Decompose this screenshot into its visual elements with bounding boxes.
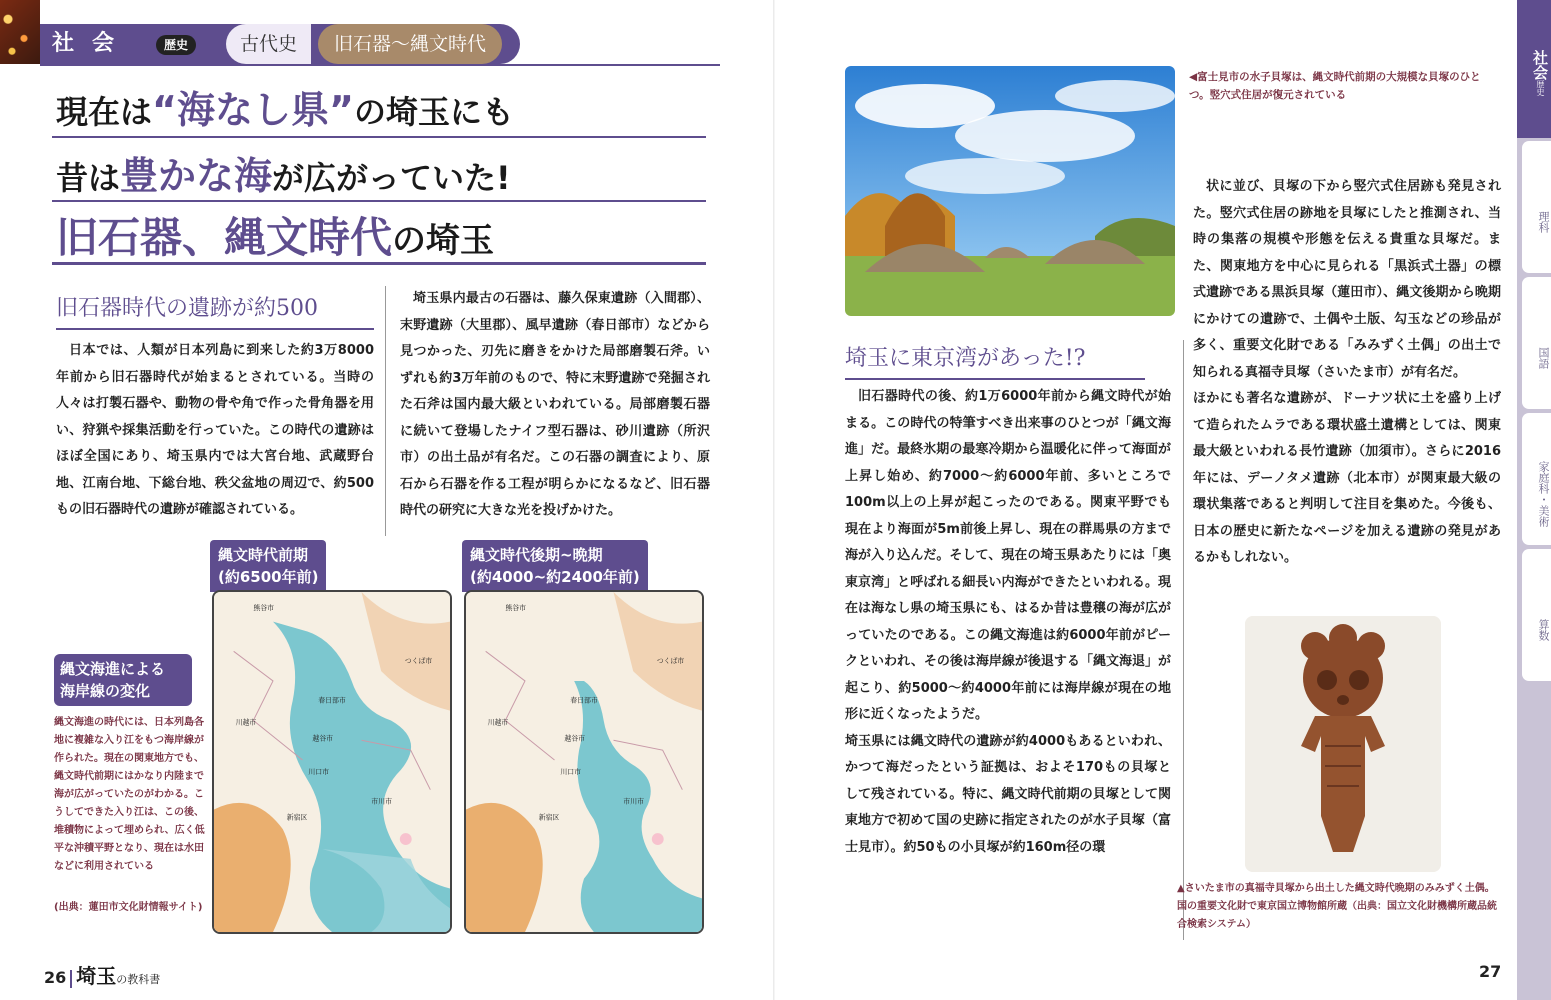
body-paragraph-other-sites: ほかにも著名な遺跡が、ドーナツ状に土を盛り上げて造られたムラである環状盛土遺構としては、関東最大級といわれる長竹遺跡（加須市）。さらに2016年には、デーノタメ遺跡（北本市）が関東最大級の環状集落であると判明して注目を集めた。今後も、日本の歴史に新たなページを加える遺跡の発見があるかもしれない。 [1193, 391, 1501, 565]
header-rule [40, 64, 720, 66]
title-rule-3 [52, 262, 706, 265]
title-line-1-post: の埼玉にも [353, 93, 514, 131]
photo-dogu-svg [1245, 616, 1441, 872]
title-line-2-highlight: 豊かな海 [120, 154, 273, 198]
map1-place-ichikawa: 市川市 [371, 798, 392, 806]
thumb-tab-science[interactable]: 理科 [1521, 140, 1551, 274]
history-tag: 歴史 [156, 35, 196, 55]
map1-place-kumagaya: 熊谷市 [253, 604, 274, 612]
title-line-3 [56, 212, 494, 267]
map-label-late-jomon-line-1: 縄文時代後期~晩期 [470, 546, 603, 564]
map-label-late-jomon-line-2: (約4000~約2400年前) [470, 568, 640, 586]
map-late-jomon-coastline [464, 590, 704, 934]
map2-place-koshigaya: 越谷市 [564, 735, 585, 743]
body-paragraph-famous-sites [1193, 174, 1501, 572]
photo-caption-dogu: ▲さいたま市の真福寺貝塚から出土した縄文時代晩期のみみずく土偶。国の重要文化財で東京国立博物館所蔵（出典：国立文化財機構所蔵品統合検索システム） [1177, 883, 1497, 930]
book-title [76, 964, 160, 988]
title-line-3-highlight: 旧石器、縄文時代 [56, 213, 393, 262]
title-line-2 [56, 150, 511, 204]
sidebar-title-line-1: 縄文海進による [60, 660, 166, 678]
thumb-tab-social-studies[interactable] [1517, 0, 1551, 138]
title-line-1-highlight: “海なし県” [152, 88, 354, 132]
body-paragraph-shell-mounds: 埼玉県には縄文時代の遺跡が約4000もあるといわれ、かつて海だったという証拠は、およそ170もの貝塚として残されている。特に、縄文時代前期の貝塚として関東地方で初めて国の史跡に指定されたのが水子貝塚（富士見市）。約50もの小貝塚が約160m径の環 [845, 733, 1171, 855]
sidebar-text: 縄文海進の時代には、日本列島各地に複雑な入り江をもつ海岸線が作られた。現在の関東地方でも、縄文時代前期にはかなり内陸まで海が広がっていたのがわかる。こうしてできた入り江は、この後、堆積物によって埋められ、広く低平な沖積平野となり、現在は水田などに利用されている [54, 717, 205, 872]
map-early-jomon-svg [214, 592, 450, 932]
map1-place-kawaguchi: 川口市 [308, 768, 330, 776]
footer-left [44, 960, 160, 989]
page-number-right: 27 [1479, 962, 1502, 981]
map-label-late-jomon [462, 540, 648, 592]
map-label-early-jomon-line-1: 縄文時代前期 [218, 546, 309, 564]
body-paragraph-jomon-transgression-1: 旧石器時代の後、約1万6000年前から縄文時代が始まる。この時代の特筆すべき出来事のひとつが「縄文海進」だ。最終氷期の最寒冷期から温暖化に伴って海面が上昇し始め、約7000〜約6000年前、多いところで100m以上の上昇が起こったのである。関東平野でも現在より海面が5m前後上昇し、現在の群馬県の方まで海が入り込んだ。そして、現在の埼玉県あたりには「奥東京湾」と呼ばれる細長い内海ができたといわれる。現在は海なし県の埼玉県にも、はるか昔は豊穣の海が広がっていたのである。この縄文海進は約6000年前がピークといわれ、その後は海岸線が後退する「縄文海退」が起こり、約5000〜約4000年前には海岸線が現在の地形に近くなったようだ。 [845, 389, 1171, 722]
map1-place-kasukabe: 春日部市 [318, 697, 346, 705]
corner-decoration [0, 0, 40, 64]
period-chip: 旧石器〜縄文時代 [318, 24, 502, 64]
book-title-main: 埼玉 [76, 964, 117, 988]
map-late-jomon-svg [466, 592, 702, 932]
sidebar-title-line-2: 海岸線の変化 [60, 682, 151, 700]
thumb-tab-home-art[interactable]: 家庭科・美術 [1521, 412, 1551, 546]
title-line-1-pre: 現在は [56, 93, 153, 131]
sidebar-title [54, 654, 192, 706]
title-line-1 [56, 84, 514, 138]
column-divider-right [1183, 340, 1184, 940]
thumb-tab-active-main: 社会 [1531, 50, 1549, 80]
column-divider [385, 286, 386, 536]
photo-mizuko-svg [845, 66, 1175, 316]
thumb-tab-math[interactable]: 算数 [1521, 548, 1551, 682]
map2-place-kawaguchi: 川口市 [560, 768, 582, 776]
photo-mizuko-shell-mound [845, 66, 1175, 316]
map-label-early-jomon [210, 540, 326, 592]
map-label-early-jomon-line-2: (約6500年前) [218, 568, 319, 586]
map2-place-kasukabe: 春日部市 [570, 697, 598, 705]
title-rule-1 [52, 136, 706, 138]
body-paragraph-jomon-transgression [845, 384, 1171, 861]
title-line-2-pre: 昔は [56, 159, 121, 197]
title-line-2-post: が広がっていた! [272, 159, 511, 197]
map2-place-kumagaya: 熊谷市 [505, 604, 526, 612]
body-paragraph-paleolithic: 日本では、人類が日本列島に到来した約3万8000年前から旧石器時代が始まるとされている。当時の人々は打製石器や、動物の骨や角で作った骨角器を用い、狩猟や採集活動を行っていた。この時代の遺跡はほぼ全国にあり、埼玉県内では大宮台地、武蔵野台地、江南台地、下総台地、秩父盆地の周辺で、約500もの旧石器時代の遺跡が確認されている。 [56, 343, 374, 517]
map2-place-kawagoe: 川越市 [487, 719, 509, 727]
map1-place-shinjuku: 新宿区 [286, 814, 308, 822]
map1-place-koshigaya: 越谷市 [312, 735, 333, 743]
thumb-tab-japanese[interactable]: 国語 [1521, 276, 1551, 410]
map1-place-kawagoe: 川越市 [235, 719, 257, 727]
body-paragraph-famous-sites-1: 状に並び、貝塚の下から竪穴式住居跡も発見された。竪穴式住居の跡地を貝塚にしたと推測され、当時の集落の規模や形態を伝える貴重な貝塚だ。また、関東地方を中心に見られる「黒浜式土器」の標式遺跡である黒浜貝塚（蓮田市）、縄文後期から晩期にかけての遺跡で、土偶や土版、勾玉などの珍品が多く、重要文化財である「みみずく土偶」の出土で知られる真福寺貝塚（さいたま市）が有名だ。 [1193, 179, 1501, 380]
map2-place-ichikawa: 市川市 [623, 798, 644, 806]
map2-place-shinjuku: 新宿区 [538, 814, 560, 822]
sidebar-source: (出典：蓮田市文化財情報サイト) [54, 902, 203, 913]
title-rule-2 [52, 200, 706, 202]
photo-mimizuku-dogu [1245, 616, 1441, 872]
right-page [775, 0, 1551, 1000]
section-heading-paleolithic: 旧石器時代の遺跡が約500 [56, 294, 318, 324]
section-heading-tokyo-bay: 埼玉に東京湾があった!? [845, 344, 1085, 374]
era-chip: 古代史 [226, 24, 311, 64]
photo-caption-mizuko: ◀富士見市の水子貝塚は、縄文時代前期の大規模な貝塚のひとつ。竪穴式住居が復元されている [1189, 71, 1481, 101]
subject-label: 社会 [52, 31, 133, 56]
book-title-sub: の教科書 [116, 973, 161, 986]
left-page [0, 0, 775, 1000]
map2-place-tsukuba: つくば市 [656, 658, 685, 666]
title-line-3-post: の埼玉 [392, 221, 495, 261]
map1-place-tsukuba: つくば市 [404, 658, 433, 666]
footer-divider [70, 970, 72, 988]
thumb-tab-active-sub: 歴史 [1536, 80, 1545, 96]
body-paragraph-stone-tools: 埼玉県内最古の石器は、藤久保東遺跡（入間郡）、末野遺跡（大里郡）、風早遺跡（春日部市）などから見つかった、刃先に磨きをかけた局部磨製石斧。いずれも約3万年前のもので、特に末野遺跡で発掘された石斧は国内最大級といわれている。局部磨製石器に続いて登場したナイフ型石器は、砂川遺跡（所沢市）の出土品が有名だ。この石器の調査により、原石から石器を作る工程が明らかになるなど、旧石器時代の研究に大きな光を投げかけた。 [400, 291, 710, 518]
map-early-jomon-coastline [212, 590, 452, 934]
page-number-left: 26 [44, 968, 67, 987]
